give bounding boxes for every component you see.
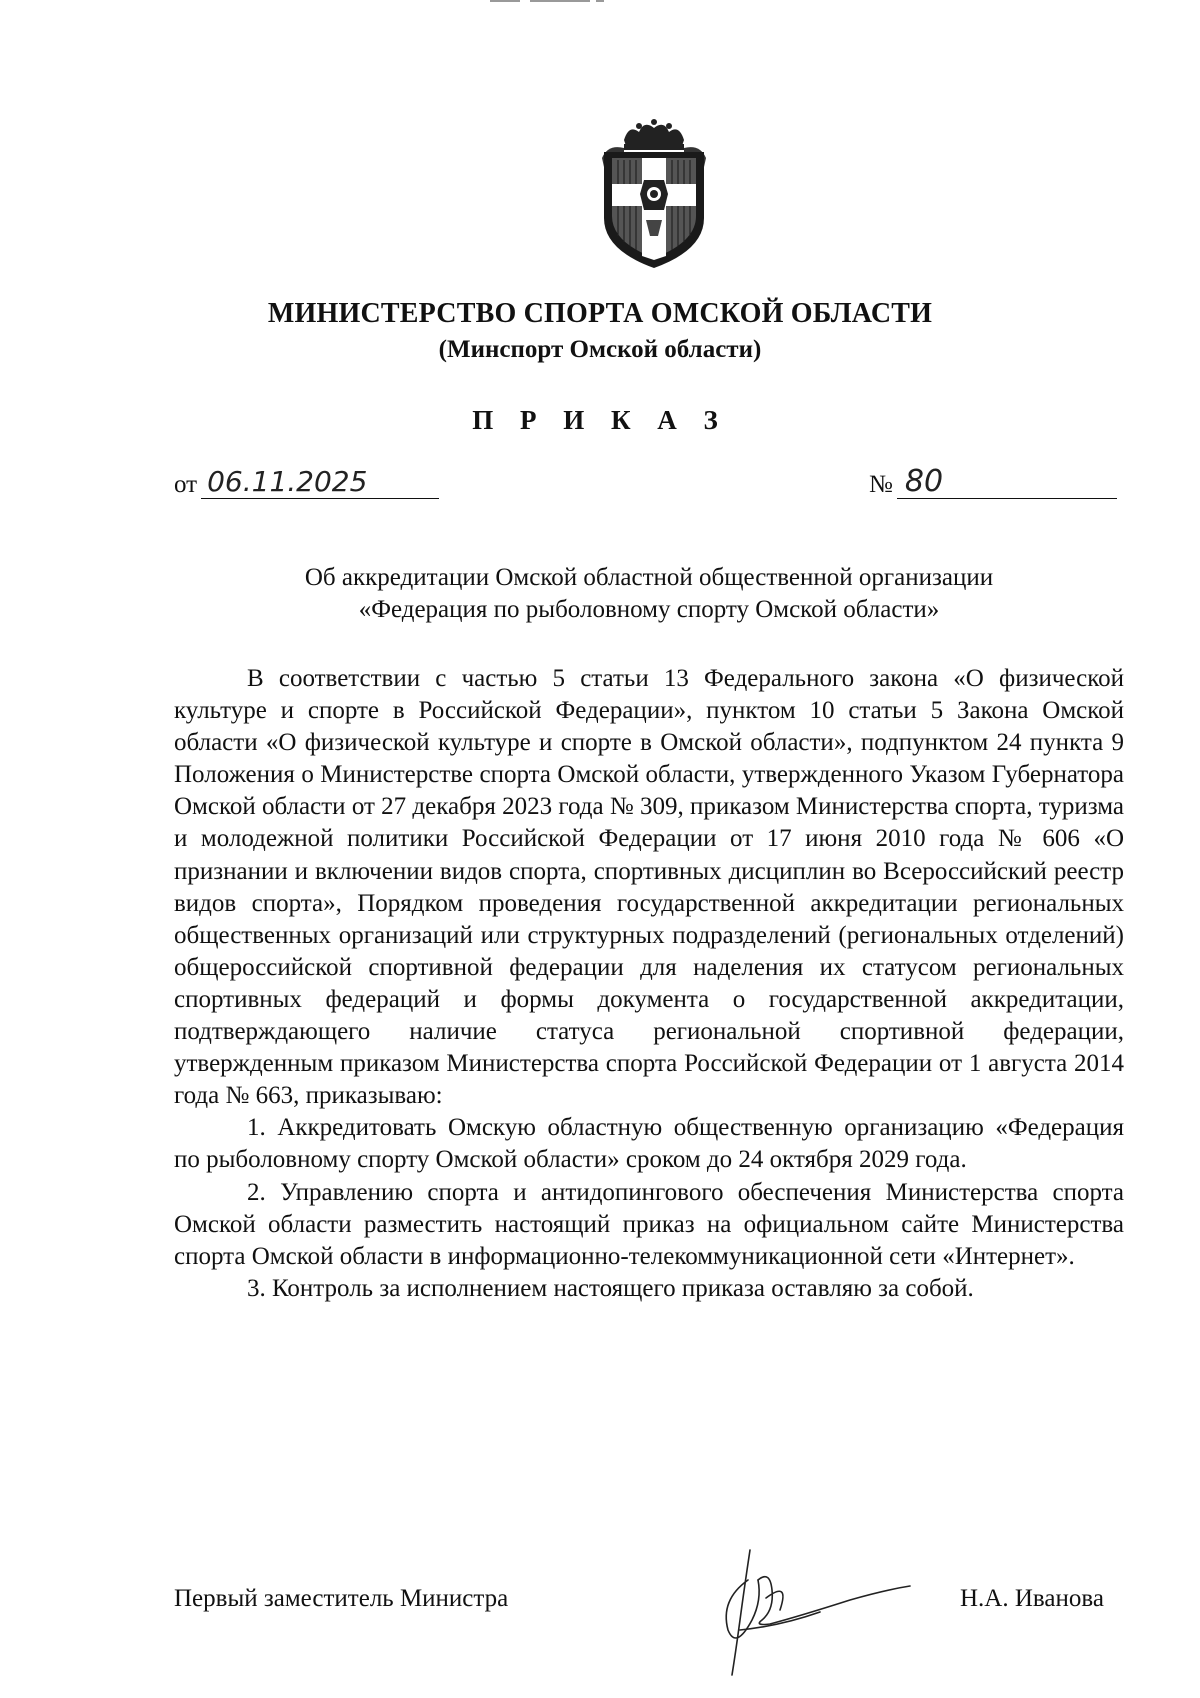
document-body [174, 663, 1124, 1305]
subject-line-2: «Федерация по рыболовному спорту Омской области» [358, 596, 940, 623]
organization-name: МИНИСТЕРСТВО СПОРТА ОМСКОЙ ОБЛАСТИ [267, 298, 933, 329]
date-prefix: от [174, 471, 198, 498]
document-date [174, 466, 439, 499]
coat-of-arms-icon [594, 118, 714, 270]
order-item-1: 1. Аккредитовать Омскую областную общественную организацию «Федерация по рыболовному спорту Омской области» сроком до 24 октября 2029 года. [174, 1114, 1124, 1174]
preamble-paragraph: В соответствии с частью 5 статьи 13 Федерального закона «О физической культуре и спорте в Российской Федерации», пунктом 10 статьи 5 Закона Омской области «О физической культуре и спорте в Омской области», подпунктом 24 пункта 9 Положения о Министерстве спорта Омской области, утвержденного Указом Губернатора Омской области от 27 декабря 2023 года № 309, приказом Министерства спорта, туризма и молодежной политики Российской Федерации от 17 июня 2010 года № 606 «О признании и включении видов спорта, спортивных дисциплин во Всероссийский реестр видов спорта», Порядком проведения государственной аккредитации региональных общественных организаций или структурных подразделений (региональных отделений) общероссийской спортивной федерации для наделения их статусом региональных спортивных федераций и формы документа о государственной аккредитации, подтверждающего наличие статуса региональной спортивной федерации, утвержденным приказом Министерства спорта Российской Федерации от 1 августа 2014 года № 663, приказываю: [174, 665, 1124, 1110]
order-item-2: 2. Управлению спорта и антидопингового обеспечения Министерства спорта Омской области разместить настоящий приказ на официальном сайте Министерства спорта Омской области в информационно-телекоммуникационной сети «Интернет». [174, 1178, 1124, 1270]
organization-short-name: (Минспорт Омской области) [438, 336, 762, 363]
number-value: 80 [897, 466, 1117, 499]
order-item-3: 3. Контроль за исполнением настоящего приказа оставляю за собой. [247, 1274, 974, 1302]
subject-line-1: Об аккредитации Омской областной общественной организации [304, 564, 994, 591]
handwritten-signature-icon [700, 1540, 930, 1680]
date-value: 06.11.2025 [201, 466, 439, 499]
scan-artifact [490, 0, 650, 4]
signer-title: Первый заместитель Министра [174, 1585, 509, 1612]
number-prefix: № [869, 471, 893, 498]
signer-name: Н.А. Иванова [960, 1585, 1104, 1612]
document-type: П Р И К А З [472, 405, 728, 435]
document-number [869, 466, 1117, 499]
document-subject [174, 562, 1124, 626]
